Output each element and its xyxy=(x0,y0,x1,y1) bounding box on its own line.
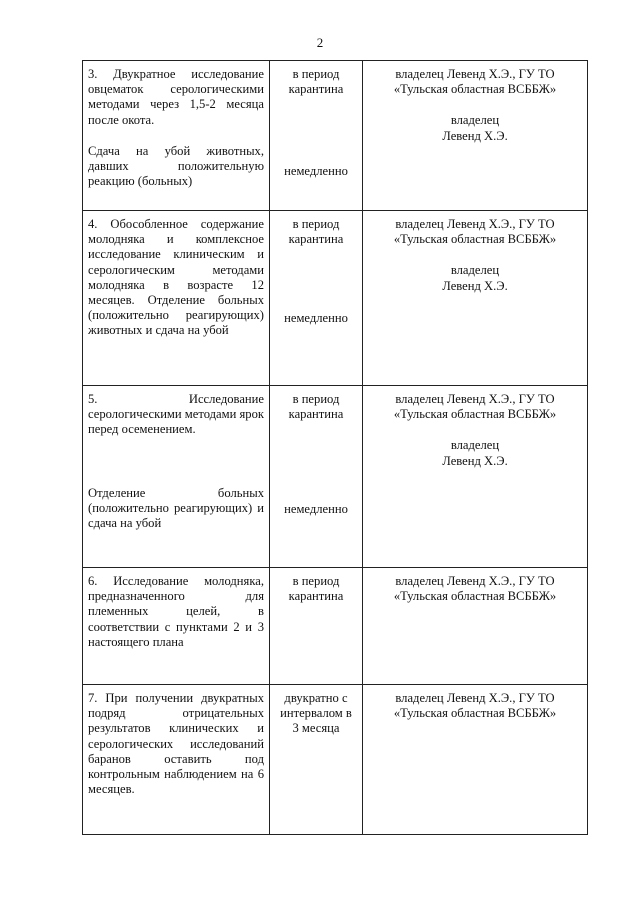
measure-text: 3. Двукратное исследование овцематок серологическими методами через 1,5-2 месяца после окота. xyxy=(88,67,264,127)
page-number: 2 xyxy=(316,35,324,50)
term-cell xyxy=(270,61,363,211)
term-text: немедленно xyxy=(284,164,348,179)
table-row xyxy=(83,568,588,685)
measure-cell xyxy=(83,685,270,835)
measure-text: Отделение больных (положительно реагирующих) и сдача на убой xyxy=(88,485,264,531)
plan-table xyxy=(82,60,588,835)
measure-cell xyxy=(83,61,270,211)
responsible-cell xyxy=(363,211,588,386)
term-cell xyxy=(270,568,363,685)
responsible-text: владелец Левенд Х.Э. xyxy=(442,113,508,143)
term-text: в период карантина xyxy=(288,67,344,97)
measure-text: 7. При получении двукратных подряд отрицательных результатов клинических и серологических исследований баранов оставить под контрольным наблюдением на 6 месяцев. xyxy=(88,691,264,797)
responsible-text: владелец Левенд Х.Э. xyxy=(442,438,508,468)
responsible-cell xyxy=(363,685,588,835)
term-text: в период карантина xyxy=(288,392,344,422)
term-cell xyxy=(270,211,363,386)
term-text: в период карантина xyxy=(288,217,344,247)
measure-cell xyxy=(83,386,270,568)
term-cell xyxy=(270,685,363,835)
table-row xyxy=(83,61,588,211)
responsible-text: владелец Левенд Х.Э., ГУ ТО «Тульская областная ВСББЖ» xyxy=(393,691,557,721)
measure-cell xyxy=(83,568,270,685)
responsible-text: владелец Левенд Х.Э., ГУ ТО «Тульская областная ВСББЖ» xyxy=(393,392,557,422)
responsible-text: владелец Левенд Х.Э., ГУ ТО «Тульская областная ВСББЖ» xyxy=(393,67,557,97)
responsible-cell xyxy=(363,61,588,211)
measure-text: 4. Обособленное содержание молодняка и комплексное исследование клиническим и серологическим методами молодняка в возрасте 12 месяцев. Отделение больных (положительно реагирующих) животных и сдача на убой xyxy=(88,217,264,338)
responsible-text: владелец Левенд Х.Э., ГУ ТО «Тульская областная ВСББЖ» xyxy=(393,574,557,604)
table-row xyxy=(83,685,588,835)
term-text: двукратно с интервалом в 3 месяца xyxy=(280,691,352,736)
table-row xyxy=(83,386,588,568)
responsible-cell xyxy=(363,568,588,685)
term-cell xyxy=(270,386,363,568)
responsible-text: владелец Левенд Х.Э. xyxy=(442,263,508,293)
responsible-cell xyxy=(363,386,588,568)
measure-cell xyxy=(83,211,270,386)
term-text: немедленно xyxy=(284,502,348,517)
term-text: немедленно xyxy=(284,311,348,326)
term-text: в период карантина xyxy=(288,574,344,604)
measure-text: 5. Исследование серологическими методами ярок перед осеменением. xyxy=(88,392,264,437)
measure-text: 6. Исследование молодняка, предназначенного для племенных целей, в соответствии с пунктами 2 и 3 настоящего плана xyxy=(88,574,264,649)
measure-text: Сдача на убой животных, давших положительную реакцию (больных) xyxy=(88,143,264,189)
responsible-text: владелец Левенд Х.Э., ГУ ТО «Тульская областная ВСББЖ» xyxy=(393,217,557,247)
table-row xyxy=(83,211,588,386)
